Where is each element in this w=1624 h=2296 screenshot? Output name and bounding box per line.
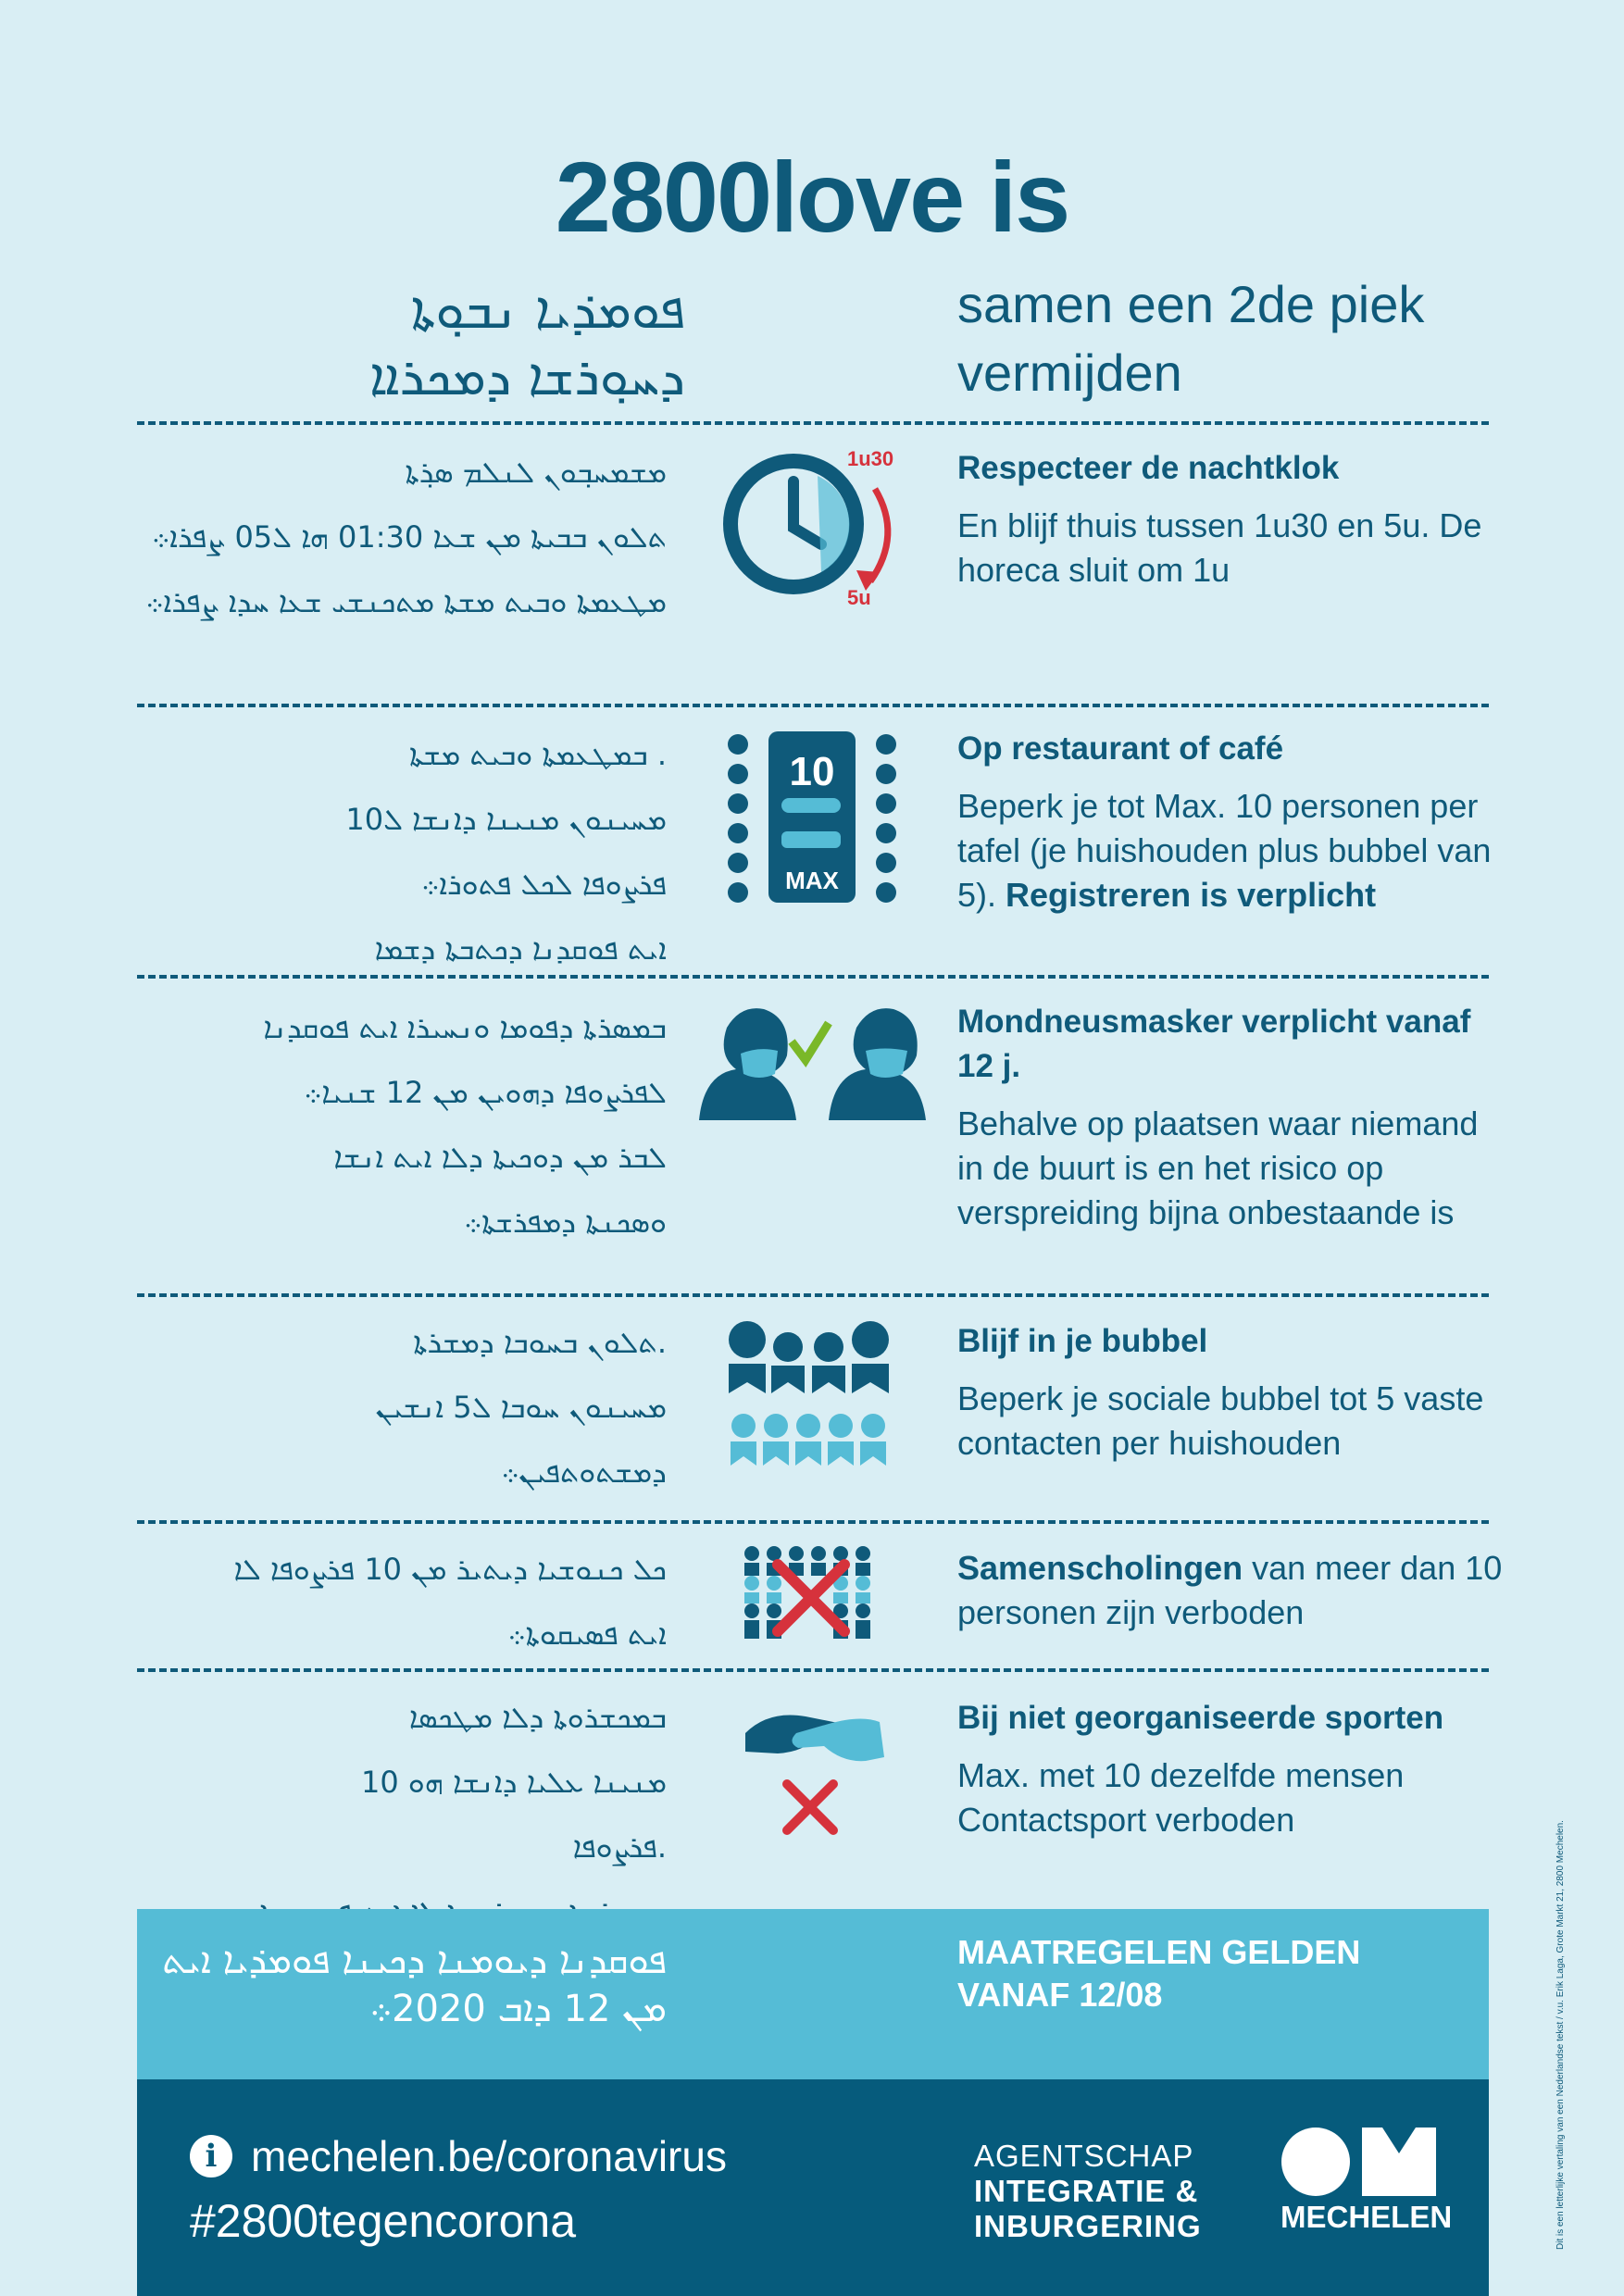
banner-dutch: MAATREGELEN GELDEN VANAF 12/08 xyxy=(957,1933,1361,2014)
syriac-line: ܐܝܬ ܦܘܩܕܢܐ ܕܟܬܒܬܐ ܕܫܡܐ xyxy=(374,931,667,967)
header-syriac-line2: ܕܚܘ݂ܪܫܐ ܕܡܟܪܐܐ xyxy=(369,347,685,407)
syriac-line: ܒܡܟܫܪܘܬܐ ܕܠܐ ܡܛܟܣܐ xyxy=(408,1700,667,1735)
section-body-text: Beperk je tot Max. 10 personen per tafel (je huishouden plus bubbel van 5). xyxy=(957,787,1492,914)
section-body xyxy=(957,1546,1513,1635)
footer-url-text: mechelen.be/coronavirus xyxy=(251,2132,727,2180)
divider xyxy=(137,704,1489,707)
section-heading: Mondneusmasker verplicht vanaf 12 j. xyxy=(957,1004,1471,1084)
syriac-line: ܠܦܪܨܘܦܐ ܕܗܘܝܢ ܡܢ 12 ܫܢܝܐ܀ xyxy=(304,1075,667,1110)
syriac-line: ܬܠܘܢ ܒܒܝܬܐ ܡܢ ܫܥܐ 01:30 ܗܐ ܠ05 ܨܦܪܐ܀ xyxy=(151,519,667,555)
max-label: MAX xyxy=(785,867,839,894)
max-number: 10 xyxy=(789,749,835,794)
clock-end-label: 5u xyxy=(847,586,871,609)
header-syriac-line1: ܦܘܡܕ݁ܝܐ ܢܒܘ݂ܬܐ xyxy=(410,281,685,341)
divider xyxy=(137,421,1489,425)
agency-line: INTEGRATIE & xyxy=(974,2174,1199,2208)
bubble-people-icon xyxy=(727,1319,893,1477)
syriac-line: ܘܣܟܢܬܐ ܕܡܦܪܫܬܐ܀ xyxy=(463,1204,667,1240)
syriac-line: ܕܡܫܬܘܬܦܝܢ܀ xyxy=(501,1454,667,1490)
section-heading: Samenscholingen xyxy=(957,1549,1243,1587)
header-syriac xyxy=(139,278,685,411)
section-heading: Bij niet georganiseerde sporten xyxy=(957,1700,1444,1736)
divider xyxy=(137,1293,1489,1297)
banner-syriac: ܦܘܩܕܢܐ ܕܝܘܡܢܐ ܕܟܝܢܐ ܦܘܡܕ݁ܝܐ ܐܝܬ ܡܢ 12 ܕܐܒ 2020܀ xyxy=(162,1940,667,2030)
syriac-line: . ܒܡܛܥܡܬܐ ܘܒܝܬ ܡܫܬܐ xyxy=(409,737,667,772)
section-restaurant-syriac xyxy=(139,727,667,986)
mechelen-wordmark: MECHELEN xyxy=(1280,2200,1453,2234)
section-heading: Op restaurant of café xyxy=(957,730,1284,767)
section-sports xyxy=(957,1696,1513,1842)
syriac-line: ܡܢܝܢܐ ܥܠܝܐ ܕܐܢܫܐ ܗܘ 10 xyxy=(361,1765,667,1800)
section-curfew-syriac xyxy=(139,444,667,639)
syriac-line: ܟܠ ܟܢܘܫܝܐ ܕܝܬܝܪ ܡܢ 10 ܦܪܨܘܦܐ ܠܐ xyxy=(233,1552,667,1587)
face-mask-icon xyxy=(690,1000,935,1125)
syriac-line: ܠܒܪ ܡܢ ܕܘܟܝܬܐ ܕܠܐ ܐܝܬ ܐܢܫܐ xyxy=(333,1140,667,1175)
clock-icon xyxy=(718,443,921,609)
side-note xyxy=(1555,1694,1574,2250)
divider xyxy=(137,1520,1489,1524)
agency-logo xyxy=(974,2139,1202,2244)
page-title: 2800love is xyxy=(555,141,1069,253)
section-heading: Respecteer de nachtklok xyxy=(957,450,1340,486)
section-mask-syriac xyxy=(139,1000,667,1259)
section-body-emphasis: Registreren is verplicht xyxy=(1006,876,1377,914)
section-curfew xyxy=(957,446,1513,593)
info-icon: i xyxy=(190,2135,232,2177)
header-dutch: samen een 2de piek vermijden xyxy=(957,275,1425,402)
agency-line: AGENTSCHAP xyxy=(974,2139,1194,2173)
section-gathering xyxy=(957,1546,1513,1635)
syriac-line: ܒܡܣܪܬܐ ܕܦܘܡܐ ܘܢܚܝܪܐ ܐܝܬ ܦܘܩܕܢܐ xyxy=(263,1010,667,1045)
agency-line: INBURGERING xyxy=(974,2209,1202,2243)
section-mask xyxy=(957,1000,1513,1235)
footer-hashtag: #2800tegencorona xyxy=(190,2195,577,2247)
section-body-text: van meer dan 10 personen zijn verboden xyxy=(957,1549,1503,1631)
clock-start-label: 1u30 xyxy=(847,447,894,470)
syriac-line: ܦܪܨܘܦܐ ܠܟܠ ܦܬܘܪܐ܀ xyxy=(420,867,667,902)
footer-url[interactable] xyxy=(190,2131,727,2181)
section-restaurant xyxy=(957,727,1513,917)
syriac-line: ܡܚܝܢܘܢ ܡܢܝܢܐ ܕܐܢܫܐ ܠ10 xyxy=(345,802,667,837)
section-body: Beperk je sociale bubbel tot 5 vaste contacten per huishouden xyxy=(957,1379,1484,1462)
syriac-line: .ܦܪܨܘܦܐ xyxy=(572,1829,667,1865)
mechelen-logo-icon xyxy=(1280,2126,1438,2198)
section-body: Behalve op plaatsen waar niemand in de buurt is en het risico op verspreiding bijna onbestaande is xyxy=(957,1104,1479,1231)
syriac-line: ܡܚܝܢܘܢ ܚܘܒܐ ܠ5 ܐܢܫܝܢ xyxy=(375,1390,667,1425)
syriac-line: ܡܛܥܡܬܐ ܘܒܝܬ ܡܫܬܐ ܡܬܟܢܫܝ ܫܥܐ ܚܕܐ ܨܦܪܐ܀ xyxy=(145,584,667,619)
section-heading: Blijf in je bubbel xyxy=(957,1323,1208,1359)
gathering-forbidden-icon xyxy=(741,1544,889,1646)
section-gathering-syriac xyxy=(139,1541,667,1671)
section-body xyxy=(957,784,1513,917)
section-body: En blijf thuis tussen 1u30 en 5u. De horeca sluit om 1u xyxy=(957,506,1482,589)
syriac-line: ܡܫܡܚܒ݂ܘܢ ܠܢܠܡ ܣܪ݂ܬܐ xyxy=(405,455,667,490)
handshake-forbidden-icon xyxy=(741,1696,889,1835)
syriac-line: ܐܝܬ ܦܣܝܩܘܬܐ܀ xyxy=(507,1616,667,1652)
side-note-text: Dit is een letterlijke vertaling van een Nederlandse tekst / v.u. Erik Laga, Grote Markt 21, 2800 Mechelen. xyxy=(1555,1820,1566,2250)
section-bubble-syriac xyxy=(139,1315,667,1509)
syriac-line: .ܬܠܘܢ ܒܚܘܒܐ ܕܡܫܪܬܐ xyxy=(413,1325,667,1360)
section-body: Max. met 10 dezelfde mensen Contactsport verboden xyxy=(957,1756,1405,1839)
max-ten-table-icon xyxy=(724,731,900,903)
section-bubble xyxy=(957,1319,1513,1466)
